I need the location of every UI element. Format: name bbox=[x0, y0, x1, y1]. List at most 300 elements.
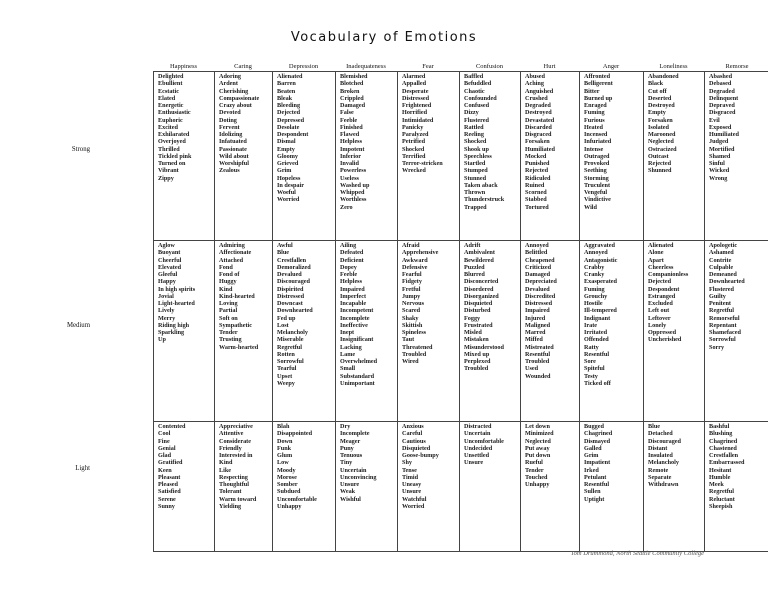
emotion-word: Offended bbox=[584, 336, 609, 344]
emotion-word: Sore bbox=[584, 358, 596, 365]
emotion-word: Ardent bbox=[219, 80, 238, 88]
emotion-cell bbox=[579, 71, 643, 240]
emotion-word: Passionate bbox=[219, 145, 247, 153]
emotion-word: Sorrowful bbox=[709, 336, 736, 344]
emotion-word: Anxious bbox=[402, 423, 424, 430]
emotion-word: Attached bbox=[219, 256, 244, 264]
emotion-word: Blah bbox=[277, 423, 290, 430]
emotion-word: Fine bbox=[158, 437, 170, 445]
emotion-word: Embarrassed bbox=[709, 459, 745, 467]
emotion-word: Thoughtful bbox=[219, 481, 249, 488]
emotion-word: Lacking bbox=[340, 343, 362, 351]
emotion-word: Culpable bbox=[709, 263, 734, 271]
emotion-word: Interested in bbox=[219, 452, 253, 459]
emotion-word: Tickled pink bbox=[158, 152, 192, 160]
emotion-word: Disconcerted bbox=[464, 278, 499, 286]
emotion-word: Flustered bbox=[464, 116, 489, 124]
emotion-word: Goose-bumpy bbox=[402, 452, 439, 459]
emotion-word: Ratty bbox=[584, 343, 599, 351]
emotion-cell bbox=[214, 240, 272, 421]
emotion-word: Mistreated bbox=[525, 343, 554, 351]
emotion-word: Shamefaced bbox=[709, 329, 741, 336]
emotion-word: Blushing bbox=[709, 430, 733, 438]
emotion-word: Shook up bbox=[464, 145, 489, 153]
row-spacer bbox=[91, 240, 153, 421]
emotion-word: Mistaken bbox=[464, 336, 489, 344]
emotion-cell bbox=[459, 71, 520, 240]
emotion-word: False bbox=[340, 109, 354, 117]
emotion-word: Moody bbox=[277, 466, 296, 474]
emotion-word: Uncertain bbox=[340, 466, 367, 474]
emotion-word: Fervent bbox=[219, 123, 240, 131]
emotion-word: Merry bbox=[158, 314, 176, 322]
emotion-word: Sunny bbox=[158, 502, 175, 510]
emotion-word: Perplexed bbox=[464, 358, 491, 365]
emotion-word: Damaged bbox=[340, 102, 366, 109]
emotion-word: Light-hearted bbox=[158, 300, 195, 307]
emotion-word: Damaged bbox=[525, 271, 551, 278]
emotion-word: Guilty bbox=[709, 292, 726, 300]
emotion-word: Feeble bbox=[340, 271, 358, 278]
emotion-word: Humiliated bbox=[525, 145, 555, 153]
emotion-word: Cranky bbox=[584, 271, 605, 278]
emotion-word: Devalued bbox=[277, 271, 302, 278]
emotion-word: Impaired bbox=[525, 307, 550, 315]
emotion-word: Alienated bbox=[648, 242, 674, 249]
emotion-word: Wild about bbox=[219, 152, 249, 160]
emotion-word: Hesitant bbox=[709, 466, 732, 474]
emotion-word: Stabbed bbox=[525, 196, 547, 204]
emotion-word: Panicky bbox=[402, 123, 424, 131]
emotion-word: Regretful bbox=[709, 307, 734, 315]
emotion-word: Destroyed bbox=[648, 102, 675, 109]
emotion-word: Alone bbox=[648, 249, 664, 257]
emotion-word: Puny bbox=[340, 444, 354, 452]
emotion-word: Withdrawn bbox=[648, 481, 679, 488]
emotion-word: Zealous bbox=[219, 167, 240, 175]
footer-credit: Tom Drummond, North Seattle Community College bbox=[570, 550, 704, 557]
emotion-cell bbox=[459, 421, 520, 552]
emotion-word: Tender bbox=[525, 466, 544, 474]
emotion-word: Kind-hearted bbox=[219, 292, 255, 300]
emotion-word: Rejected bbox=[525, 167, 549, 175]
emotion-word: Awful bbox=[277, 242, 293, 249]
emotion-word: Jovial bbox=[158, 292, 174, 300]
emotion-word: Excited bbox=[158, 123, 178, 131]
emotion-word: Empty bbox=[648, 109, 666, 117]
emotion-word: Baffled bbox=[464, 73, 484, 80]
emotion-word: Deserted bbox=[648, 94, 672, 102]
emotion-word: Devalued bbox=[525, 285, 550, 293]
column-header: Happiness bbox=[169, 63, 198, 70]
emotion-word: Enraged bbox=[584, 102, 607, 109]
emotion-word: Admiring bbox=[219, 242, 245, 249]
emotion-word: Ashamed bbox=[709, 249, 734, 257]
emotion-word: Down bbox=[277, 437, 293, 445]
emotion-word: Despondent bbox=[648, 285, 680, 293]
emotion-word: Crestfallen bbox=[277, 256, 307, 264]
column-header: Remorse bbox=[725, 63, 749, 70]
emotion-word: Insignificant bbox=[340, 336, 374, 344]
emotion-word: Lonely bbox=[648, 321, 667, 329]
emotion-word: Euphoric bbox=[158, 116, 183, 124]
emotion-word: Mixed up bbox=[464, 350, 490, 358]
emotion-word: Distressed bbox=[402, 94, 430, 102]
emotion-word: Zero bbox=[340, 203, 353, 211]
emotion-word: Disgraced bbox=[709, 109, 736, 117]
emotion-word: Galled bbox=[584, 444, 602, 452]
emotion-word: Kind bbox=[219, 459, 233, 467]
emotion-word: Abandoned bbox=[648, 73, 679, 80]
emotion-word: Uncherished bbox=[648, 336, 682, 344]
emotion-word: Fretful bbox=[402, 285, 421, 293]
emotion-word: Chastened bbox=[709, 444, 737, 452]
emotion-word: Injured bbox=[525, 314, 546, 322]
emotion-word: Burned up bbox=[584, 94, 613, 102]
emotion-word: Tolerant bbox=[219, 488, 242, 496]
emotion-word: Grouchy bbox=[584, 292, 608, 300]
emotion-word: Gratified bbox=[158, 459, 183, 467]
emotion-word: Warm-hearted bbox=[219, 343, 259, 351]
emotion-word: Useless bbox=[340, 174, 359, 182]
emotion-word: Stumped bbox=[464, 167, 488, 175]
emotion-word: Outraged bbox=[584, 152, 610, 160]
emotion-word: Trusting bbox=[219, 336, 242, 344]
emotion-word: Troubled bbox=[402, 350, 427, 358]
emotion-word: Destroyed bbox=[525, 109, 552, 117]
emotion-word: Aching bbox=[525, 80, 544, 88]
emotion-word: Unimportant bbox=[340, 379, 375, 387]
emotion-word: Marred bbox=[525, 329, 546, 336]
emotion-word: Somber bbox=[277, 481, 298, 488]
emotion-word: Hostile bbox=[584, 300, 603, 307]
emotion-word: Lively bbox=[158, 307, 175, 315]
emotion-cell bbox=[643, 421, 704, 552]
emotion-word: Excluded bbox=[648, 300, 673, 307]
emotion-word: Leftover bbox=[648, 314, 671, 322]
emotion-word: Flawed bbox=[340, 131, 360, 138]
emotion-word: Terror-stricken bbox=[402, 160, 443, 167]
emotion-cell bbox=[459, 240, 520, 421]
emotion-word: Storming bbox=[584, 174, 609, 182]
emotion-word: Reluctant bbox=[709, 495, 735, 503]
emotion-word: Oppressed bbox=[648, 329, 677, 336]
emotion-word: Compassionate bbox=[219, 94, 260, 102]
emotion-word: Melancholy bbox=[648, 459, 679, 467]
emotion-word: Substandard bbox=[340, 372, 375, 380]
emotion-word: Disgraced bbox=[525, 131, 552, 138]
emotion-word: Melancholy bbox=[277, 329, 308, 336]
emotion-word: Insulated bbox=[648, 452, 673, 459]
emotion-word: Appreciative bbox=[219, 423, 253, 430]
emotion-word: Downcast bbox=[277, 300, 303, 307]
emotion-word: Chagrined bbox=[584, 430, 613, 438]
emotion-word: Blue bbox=[277, 249, 290, 257]
emotion-word: Turned on bbox=[158, 160, 186, 167]
emotion-word: Distant bbox=[648, 444, 668, 452]
emotion-word: Ecstatic bbox=[158, 87, 179, 95]
emotion-word: Scared bbox=[402, 307, 421, 315]
emotion-word: Shunned bbox=[648, 167, 672, 175]
emotion-word: Disquieted bbox=[402, 444, 431, 452]
emotion-word: Incomplete bbox=[340, 314, 370, 322]
emotion-word: Careful bbox=[402, 430, 423, 438]
emotion-word: Elevated bbox=[158, 263, 182, 271]
emotion-word: Chaotic bbox=[464, 87, 485, 95]
emotion-word: Vengeful bbox=[584, 189, 608, 196]
emotion-word: Affronted bbox=[584, 73, 611, 80]
emotion-word: Irked bbox=[584, 466, 599, 474]
emotion-cell bbox=[704, 240, 768, 421]
emotion-word: Ailing bbox=[340, 242, 357, 249]
emotion-word: Truculent bbox=[584, 181, 611, 189]
emotion-word: Defensive bbox=[402, 263, 428, 271]
emotion-word: Skittish bbox=[402, 321, 423, 329]
emotion-word: Humiliated bbox=[709, 131, 739, 138]
emotion-word: Shocked bbox=[402, 145, 425, 153]
emotion-word: Tearful bbox=[277, 365, 297, 373]
emotion-word: Riding high bbox=[158, 321, 190, 329]
emotion-word: Apart bbox=[648, 256, 664, 264]
emotion-word: Incensed bbox=[584, 131, 608, 138]
emotion-word: Ruined bbox=[525, 181, 545, 189]
emotion-word: Buoyant bbox=[158, 249, 181, 257]
emotion-word: Thrown bbox=[464, 189, 486, 196]
emotion-word: Maligned bbox=[525, 321, 551, 329]
emotion-word: Doting bbox=[219, 116, 237, 124]
emotion-word: Rotten bbox=[277, 350, 295, 358]
emotion-word: Anguished bbox=[525, 87, 554, 95]
emotion-word: Outcast bbox=[648, 152, 669, 160]
emotion-word: Weepy bbox=[277, 379, 295, 387]
row-label-medium: Medium bbox=[66, 322, 90, 329]
emotion-word: Uncomfortable bbox=[277, 495, 317, 503]
emotion-word: Mocked bbox=[525, 152, 547, 160]
emotion-word: Isolated bbox=[648, 123, 669, 131]
emotion-word: Disquieted bbox=[464, 300, 493, 307]
emotion-word: Impatient bbox=[584, 459, 611, 467]
row-label-light: Light bbox=[75, 465, 90, 472]
emotion-word: Puzzled bbox=[464, 263, 485, 271]
emotion-word: Rejected bbox=[648, 160, 672, 167]
emotion-word: Meager bbox=[340, 437, 361, 445]
emotion-word: Sparkling bbox=[158, 329, 185, 336]
emotion-word: Dispirited bbox=[277, 285, 304, 293]
emotion-word: Resentful bbox=[584, 481, 610, 488]
emotion-word: Shaky bbox=[402, 314, 419, 322]
emotion-cell bbox=[397, 240, 459, 421]
emotion-word: Tenuous bbox=[340, 452, 363, 459]
emotion-word: Fond of bbox=[219, 271, 240, 278]
emotion-word: Like bbox=[219, 466, 232, 474]
emotion-word: Hopeless bbox=[277, 174, 301, 182]
emotion-cell bbox=[153, 240, 214, 421]
emotion-word: Resentful bbox=[525, 350, 551, 358]
emotion-word: Idolizing bbox=[219, 131, 243, 138]
emotion-word: Weak bbox=[340, 488, 356, 496]
emotion-word: Put away bbox=[525, 444, 550, 452]
emotion-cell bbox=[397, 71, 459, 240]
emotion-word: Inferior bbox=[340, 152, 361, 160]
emotion-word: Frightened bbox=[402, 102, 432, 109]
emotion-word: Sympathetic bbox=[219, 321, 252, 329]
emotion-word: Overwhelmed bbox=[340, 358, 378, 365]
emotion-word: Testy bbox=[584, 372, 598, 380]
emotion-word: Intimidated bbox=[402, 116, 434, 124]
emotion-word: Impaired bbox=[340, 285, 365, 293]
emotion-word: Unsure bbox=[340, 481, 360, 488]
emotion-word: Dry bbox=[340, 423, 351, 430]
emotion-word: Apprehensive bbox=[402, 249, 439, 257]
emotion-word: Dopey bbox=[340, 263, 357, 271]
emotion-word: Distressed bbox=[277, 292, 305, 300]
emotion-word: Incapable bbox=[340, 300, 367, 307]
emotion-word: Uptight bbox=[584, 495, 605, 503]
emotion-word: Misunderstood bbox=[464, 343, 504, 351]
emotion-word: Worried bbox=[277, 196, 300, 204]
emotion-word: Wrecked bbox=[402, 167, 426, 175]
emotion-word: Keen bbox=[158, 466, 172, 474]
emotion-word: Ill-tempered bbox=[584, 307, 617, 315]
emotion-word: Imperfect bbox=[340, 292, 367, 300]
emotion-word: Flustered bbox=[709, 285, 734, 293]
column-header: Loneliness bbox=[659, 63, 688, 70]
emotion-word: Fidgety bbox=[402, 278, 422, 286]
emotion-word: Vibrant bbox=[158, 167, 179, 175]
emotion-word: Shocked bbox=[464, 138, 487, 146]
emotion-word: Punished bbox=[525, 160, 550, 167]
emotion-word: Frustrated bbox=[464, 321, 493, 329]
emotion-word: Confused bbox=[464, 102, 490, 109]
emotion-word: Serene bbox=[158, 495, 176, 503]
emotion-word: Undecided bbox=[464, 444, 493, 452]
emotion-word: Ticked off bbox=[584, 379, 611, 387]
emotion-cell bbox=[704, 71, 768, 240]
row-spacer bbox=[91, 71, 153, 240]
emotion-word: Desolate bbox=[277, 123, 300, 131]
emotion-cell bbox=[520, 421, 579, 552]
emotion-word: Fond bbox=[219, 263, 233, 271]
column-header: Confusion bbox=[475, 63, 504, 70]
emotion-word: Troubled bbox=[525, 358, 550, 365]
emotion-word: Neglected bbox=[648, 138, 674, 146]
column-header: Depression bbox=[288, 63, 319, 70]
emotion-word: Kind bbox=[219, 285, 233, 293]
emotion-word: Incompetent bbox=[340, 307, 374, 315]
emotion-word: Vindictive bbox=[584, 196, 611, 204]
emotion-word: Shamed bbox=[709, 152, 731, 160]
emotion-word: Despondent bbox=[277, 131, 309, 138]
emotion-word: Reeling bbox=[464, 131, 484, 138]
emotion-word: Taut bbox=[402, 336, 415, 344]
emotion-word: Gloomy bbox=[277, 152, 298, 160]
emotion-word: Deficient bbox=[340, 256, 364, 264]
emotion-word: Uncomfortable bbox=[464, 437, 504, 445]
emotion-word: Wild bbox=[584, 203, 597, 211]
emotion-word: Infuriated bbox=[584, 138, 612, 146]
emotion-word: Abused bbox=[525, 73, 545, 80]
emotion-word: Black bbox=[648, 80, 664, 88]
column-header: Inadequateness bbox=[346, 63, 386, 70]
emotion-word: Yielding bbox=[219, 502, 242, 510]
emotion-word: Foggy bbox=[464, 314, 481, 322]
emotion-word: Whipped bbox=[340, 189, 365, 196]
emotion-word: Separate bbox=[648, 473, 672, 481]
emotion-cell bbox=[153, 71, 214, 240]
emotion-word: Fuming bbox=[584, 109, 605, 117]
emotion-word: Bleeding bbox=[277, 102, 301, 109]
emotion-word: Loving bbox=[219, 300, 238, 307]
emotion-word: Judged bbox=[709, 138, 729, 146]
emotion-word: Genial bbox=[158, 444, 176, 452]
emotion-word: Detached bbox=[648, 430, 673, 438]
emotion-word: Spiteful bbox=[584, 365, 605, 373]
emotion-word: Ostracized bbox=[648, 145, 677, 153]
emotion-word: Disorganized bbox=[464, 292, 499, 300]
column-header: Anger bbox=[602, 63, 620, 70]
emotion-word: Happy bbox=[158, 278, 176, 286]
emotion-word: Left out bbox=[648, 307, 670, 315]
emotion-word: Dejected bbox=[648, 278, 672, 286]
emotion-word: Crushed bbox=[525, 94, 548, 102]
column-header: Fear bbox=[422, 63, 434, 70]
emotion-word: Scorned bbox=[525, 189, 547, 196]
emotion-word: Evil bbox=[709, 116, 720, 124]
emotion-word: Alienated bbox=[277, 73, 303, 80]
emotion-word: Belittled bbox=[525, 249, 548, 257]
emotion-word: Satisfied bbox=[158, 488, 181, 496]
emotion-word: Depressed bbox=[277, 116, 305, 124]
emotion-word: Downhearted bbox=[277, 307, 313, 315]
emotion-word: Funk bbox=[277, 444, 292, 452]
emotions-table bbox=[91, 62, 768, 552]
emotion-word: Worshipful bbox=[219, 160, 249, 167]
emotion-word: Helpless bbox=[340, 138, 363, 146]
emotion-word: Miserable bbox=[277, 336, 304, 344]
emotion-word: Horrified bbox=[402, 109, 428, 117]
emotion-word: Grieved bbox=[277, 160, 299, 167]
emotion-word: Wrong bbox=[709, 174, 728, 182]
emotion-word: Mortified bbox=[709, 145, 735, 153]
emotion-word: Spineless bbox=[402, 329, 427, 336]
emotion-word: Put down bbox=[525, 452, 551, 459]
emotion-word: Sinful bbox=[709, 160, 725, 167]
emotion-word: Invalid bbox=[340, 160, 359, 167]
emotion-word: Wounded bbox=[525, 372, 551, 380]
emotion-cell bbox=[704, 421, 768, 552]
emotion-word: Let down bbox=[525, 423, 550, 430]
emotion-word: Cool bbox=[158, 430, 171, 438]
emotion-word: Discouraged bbox=[648, 437, 681, 445]
emotion-word: Bitter bbox=[584, 87, 600, 95]
emotion-word: Awkward bbox=[402, 256, 428, 264]
column-header: Hurt bbox=[543, 63, 556, 70]
emotion-word: Shy bbox=[402, 459, 412, 467]
emotion-word: Bashful bbox=[709, 423, 730, 430]
emotion-word: Sorrowful bbox=[277, 358, 304, 365]
emotion-word: Penitent bbox=[709, 300, 731, 307]
emotion-word: Befuddled bbox=[464, 80, 492, 88]
emotion-word: Used bbox=[525, 365, 539, 373]
emotion-word: Dismayed bbox=[584, 437, 611, 445]
emotion-cell bbox=[335, 421, 397, 552]
emotion-word: Aglow bbox=[158, 242, 175, 249]
emotion-word: Partial bbox=[219, 307, 238, 315]
emotion-word: Thunderstruck bbox=[464, 196, 505, 204]
emotion-word: Grim bbox=[584, 452, 599, 459]
emotion-word: Delighted bbox=[158, 73, 184, 80]
emotion-word: Annoyed bbox=[525, 242, 549, 249]
